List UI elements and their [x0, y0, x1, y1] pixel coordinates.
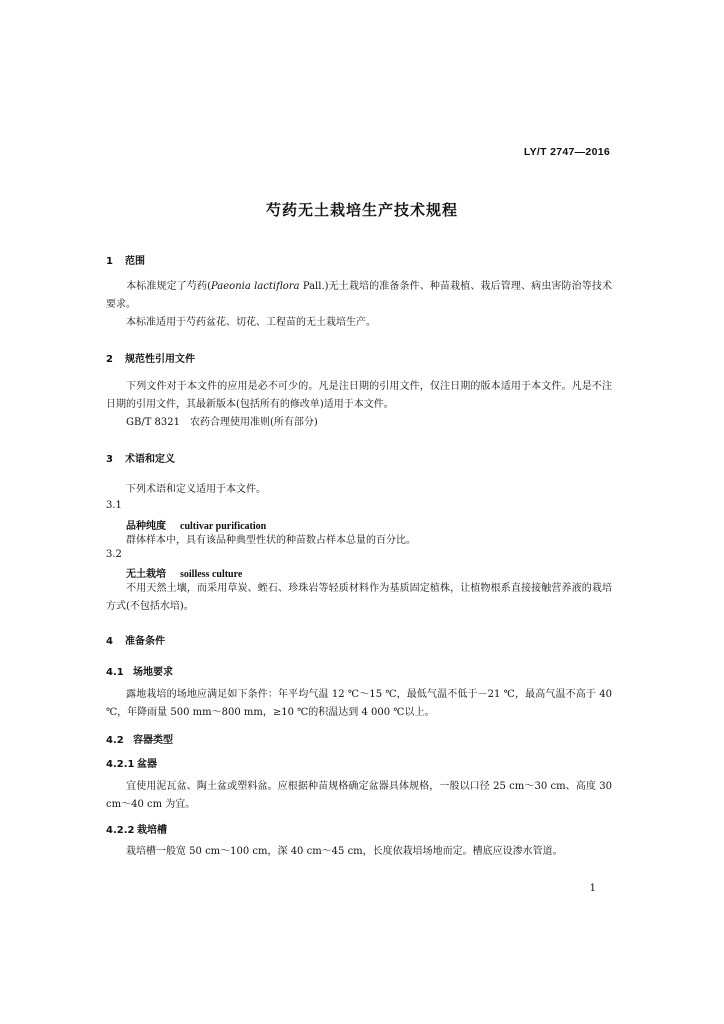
normative-reference: GB/T 8321 农药合理使用准则(所有部分): [126, 417, 318, 428]
section-3-heading: [106, 450, 175, 465]
section-2-heading: [106, 350, 195, 365]
term-3-1: [126, 517, 266, 532]
section-title: 术语和定义: [125, 454, 175, 465]
section-number: 2: [106, 354, 113, 365]
term-3-2: [126, 565, 242, 580]
term-3-2-definition: 不用天然土壤，而采用草炭、蛭石、珍珠岩等轻质材料作为基质固定植株，让植物根系直接接触营养液的栽培方式(不包括水培)。: [106, 583, 612, 612]
section-title: 盆器: [137, 759, 157, 770]
section-4-2-heading: [106, 731, 173, 746]
term-en: cultivar purification: [180, 521, 267, 532]
section-number: 4.2: [106, 735, 124, 746]
document-title: 芍药无土栽培生产技术规程: [265, 201, 458, 219]
latin-name: Paeonia lactiflora: [211, 281, 300, 292]
section-1-paragraph-2: 本标准适用于芍药盆花、切花、工程苗的无土栽培生产。: [126, 317, 376, 328]
section-4-2-2-paragraph: 栽培槽一般宽 50 cm～100 cm，深 40 cm～45 cm，长度依栽培场地而定。槽底应设渗水管道。: [126, 846, 563, 857]
section-4-2-2-heading: [106, 821, 167, 836]
section-title: 准备条件: [125, 636, 165, 647]
section-3-intro: 下列术语和定义适用于本文件。: [126, 484, 266, 495]
term-zh: 品种纯度: [126, 521, 166, 532]
section-4-heading: [106, 632, 165, 647]
section-4-2-1-paragraph: 宜使用泥瓦盆、陶土盆或塑料盆。应根据种苗规格确定盆器具体规格，一般以口径 25 cm～30 cm、高度 30 cm～40 cm 为宜。: [106, 781, 612, 810]
section-number: 4: [106, 636, 113, 647]
section-title: 容器类型: [133, 735, 173, 746]
section-4-1-heading: [106, 663, 173, 678]
section-title: 规范性引用文件: [125, 354, 195, 365]
section-4-2-1-heading: [106, 755, 157, 770]
section-1-paragraph-1: 本标准规定了芍药(Paeonia lactiflora Pall.)无土栽培的准备条件、种苗栽植、栽后管理、病虫害防治等技术要求。: [106, 281, 612, 310]
section-4-1-paragraph: 露地栽培的场地应满足如下条件：年平均气温 12 ℃～15 ℃，最低气温不低于－21 ℃，最高气温不高于 40 ℃，年降雨量 500 mm～800 mm，≥10 ℃的积温达到 4 000 ℃以上。: [106, 689, 612, 718]
page-number: 1: [589, 883, 596, 894]
term-3-1-number: 3.1: [106, 500, 122, 511]
term-en: soilless culture: [180, 569, 243, 580]
section-title: 场地要求: [133, 667, 173, 678]
section-number: 4.1: [106, 667, 124, 678]
section-number: 4.2.1: [106, 759, 135, 770]
term-3-2-number: 3.2: [106, 549, 122, 560]
section-number: 1: [106, 256, 113, 267]
section-title: 范围: [125, 256, 145, 267]
section-1-heading: [106, 252, 145, 267]
term-3-1-definition: 群体样本中，具有该品种典型性状的种苗数占样本总量的百分比。: [126, 535, 416, 546]
document-code: LY/T 2747—2016: [523, 146, 610, 158]
term-zh: 无土栽培: [126, 569, 166, 580]
section-number: 3: [106, 454, 113, 465]
section-title: 栽培槽: [137, 825, 167, 836]
section-number: 4.2.2: [106, 825, 135, 836]
section-2-paragraph-1: 下列文件对于本文件的应用是必不可少的。凡是注日期的引用文件，仅注日期的版本适用于本文件。凡是不注日期的引用文件，其最新版本(包括所有的修改单)适用于本文件。: [106, 381, 612, 410]
